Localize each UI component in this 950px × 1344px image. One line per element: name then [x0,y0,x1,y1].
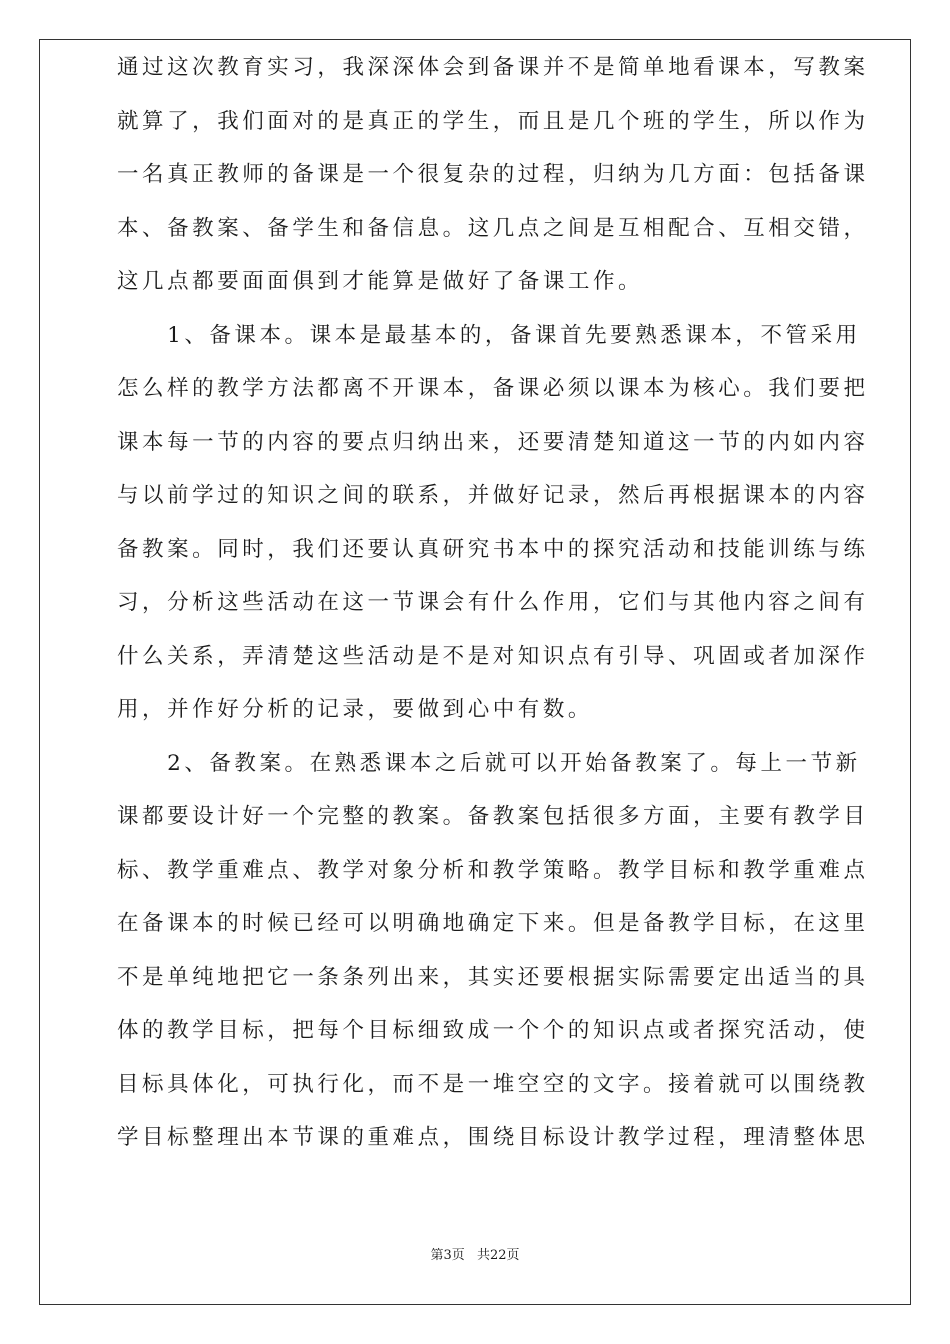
text-line: 本、备教案、备学生和备信息。这几点之间是互相配合、互相交错， [117,215,869,241]
text-line: 目标具体化，可执行化，而不是一堆空空的文字。接着就可以围绕教 [117,1071,869,1097]
text-line: 备教案。同时，我们还要认真研究书本中的探究活动和技能训练与练 [117,536,869,562]
text-line: 习，分析这些活动在这一节课会有什么作用，它们与其他内容之间有 [117,590,869,615]
text-line: 这几点都要面面俱到才能算是做好了备课工作。 [117,269,644,294]
page-total: 共22页 [476,1248,520,1263]
text-line: 通过这次教育实习，我深深体会到备课并不是简单地看课本，写教案 [117,55,869,80]
text-line: 体的教学目标，把每个目标细致成一个个的知识点或者探究活动，使 [117,1018,869,1043]
page-number: 第3页 [430,1248,465,1263]
text-line: 在备课本的时候已经可以明确地确定下来。但是备教学目标，在这里 [117,911,869,936]
text-line: 2、备教案。在熟悉课本之后就可以开始备教案了。每上一节新 [117,750,861,776]
text-line: 一名真正教师的备课是一个很复杂的过程，归纳为几方面：包括备课 [117,162,869,187]
text-line: 标、教学重难点、教学对象分析和教学策略。教学目标和教学重难点 [117,857,869,883]
page-footer [0,1244,950,1263]
text-line: 课都要设计好一个完整的教案。备教案包括很多方面，主要有教学目 [117,804,869,829]
text-line: 用，并作好分析的记录，要做到心中有数。 [117,697,593,722]
text-line: 与以前学过的知识之间的联系，并做好记录，然后再根据课本的内容 [117,483,869,508]
text-line: 1、备课本。课本是最基本的，备课首先要熟悉课本，不管采用 [117,322,861,348]
text-line: 就算了，我们面对的是真正的学生，而且是几个班的学生，所以作为 [117,108,869,134]
text-line: 什么关系，弄清楚这些活动是不是对知识点有引导、巩固或者加深作 [117,643,869,669]
text-line: 不是单纯地把它一条条列出来，其实还要根据实际需要定出适当的具 [117,964,869,990]
text-line: 怎么样的教学方法都离不开课本，备课必须以课本为核心。我们要把 [117,376,869,401]
text-line: 学目标整理出本节课的重难点，围绕目标设计教学过程，理清整体思 [117,1125,869,1150]
text-line: 课本每一节的内容的要点归纳出来，还要清楚知道这一节的内如内容 [117,429,869,455]
